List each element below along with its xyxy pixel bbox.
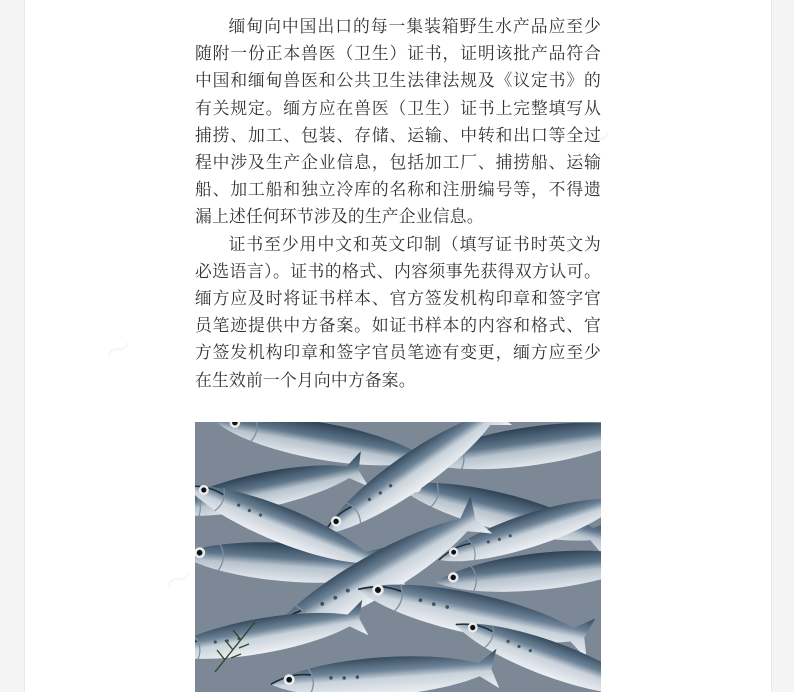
article-body [195, 13, 601, 394]
sardines-image [195, 422, 601, 692]
sardines-photo [195, 422, 601, 692]
article-card [24, 0, 772, 692]
paragraph-certificate-requirements: 缅甸向中国出口的每一集装箱野生水产品应至少随附一份正本兽医（卫生）证书，证明该批产品符合中国和缅甸兽医和公共卫生法律法规及《议定书》的有关规定。缅方应在兽医（卫生）证书上完整填写从捕捞、加工、包装、存储、运输、中转和出口等全过程中涉及生产企业信息，包括加工厂、捕捞船、运输船、加工船和独立冷库的名称和注册编号等，不得遗漏上述任何环节涉及的生产企业信息。 [195, 16, 601, 227]
watermark: 〜 [100, 331, 138, 371]
watermark: 〜 [160, 561, 198, 601]
watermark: 〜 [580, 121, 618, 161]
paragraph-certificate-languages: 证书至少用中文和英文印制（填写证书时英文为必选语言）。证书的格式、内容须事先获得双方认可。缅方应及时将证书样本、官方签发机构印章和签字官员笔迹提供中方备案。如证书样本的内容和格式、官方签发机构印章和签字官员笔迹有变更，缅方应至少在生效前一个月向中方备案。 [195, 233, 601, 390]
